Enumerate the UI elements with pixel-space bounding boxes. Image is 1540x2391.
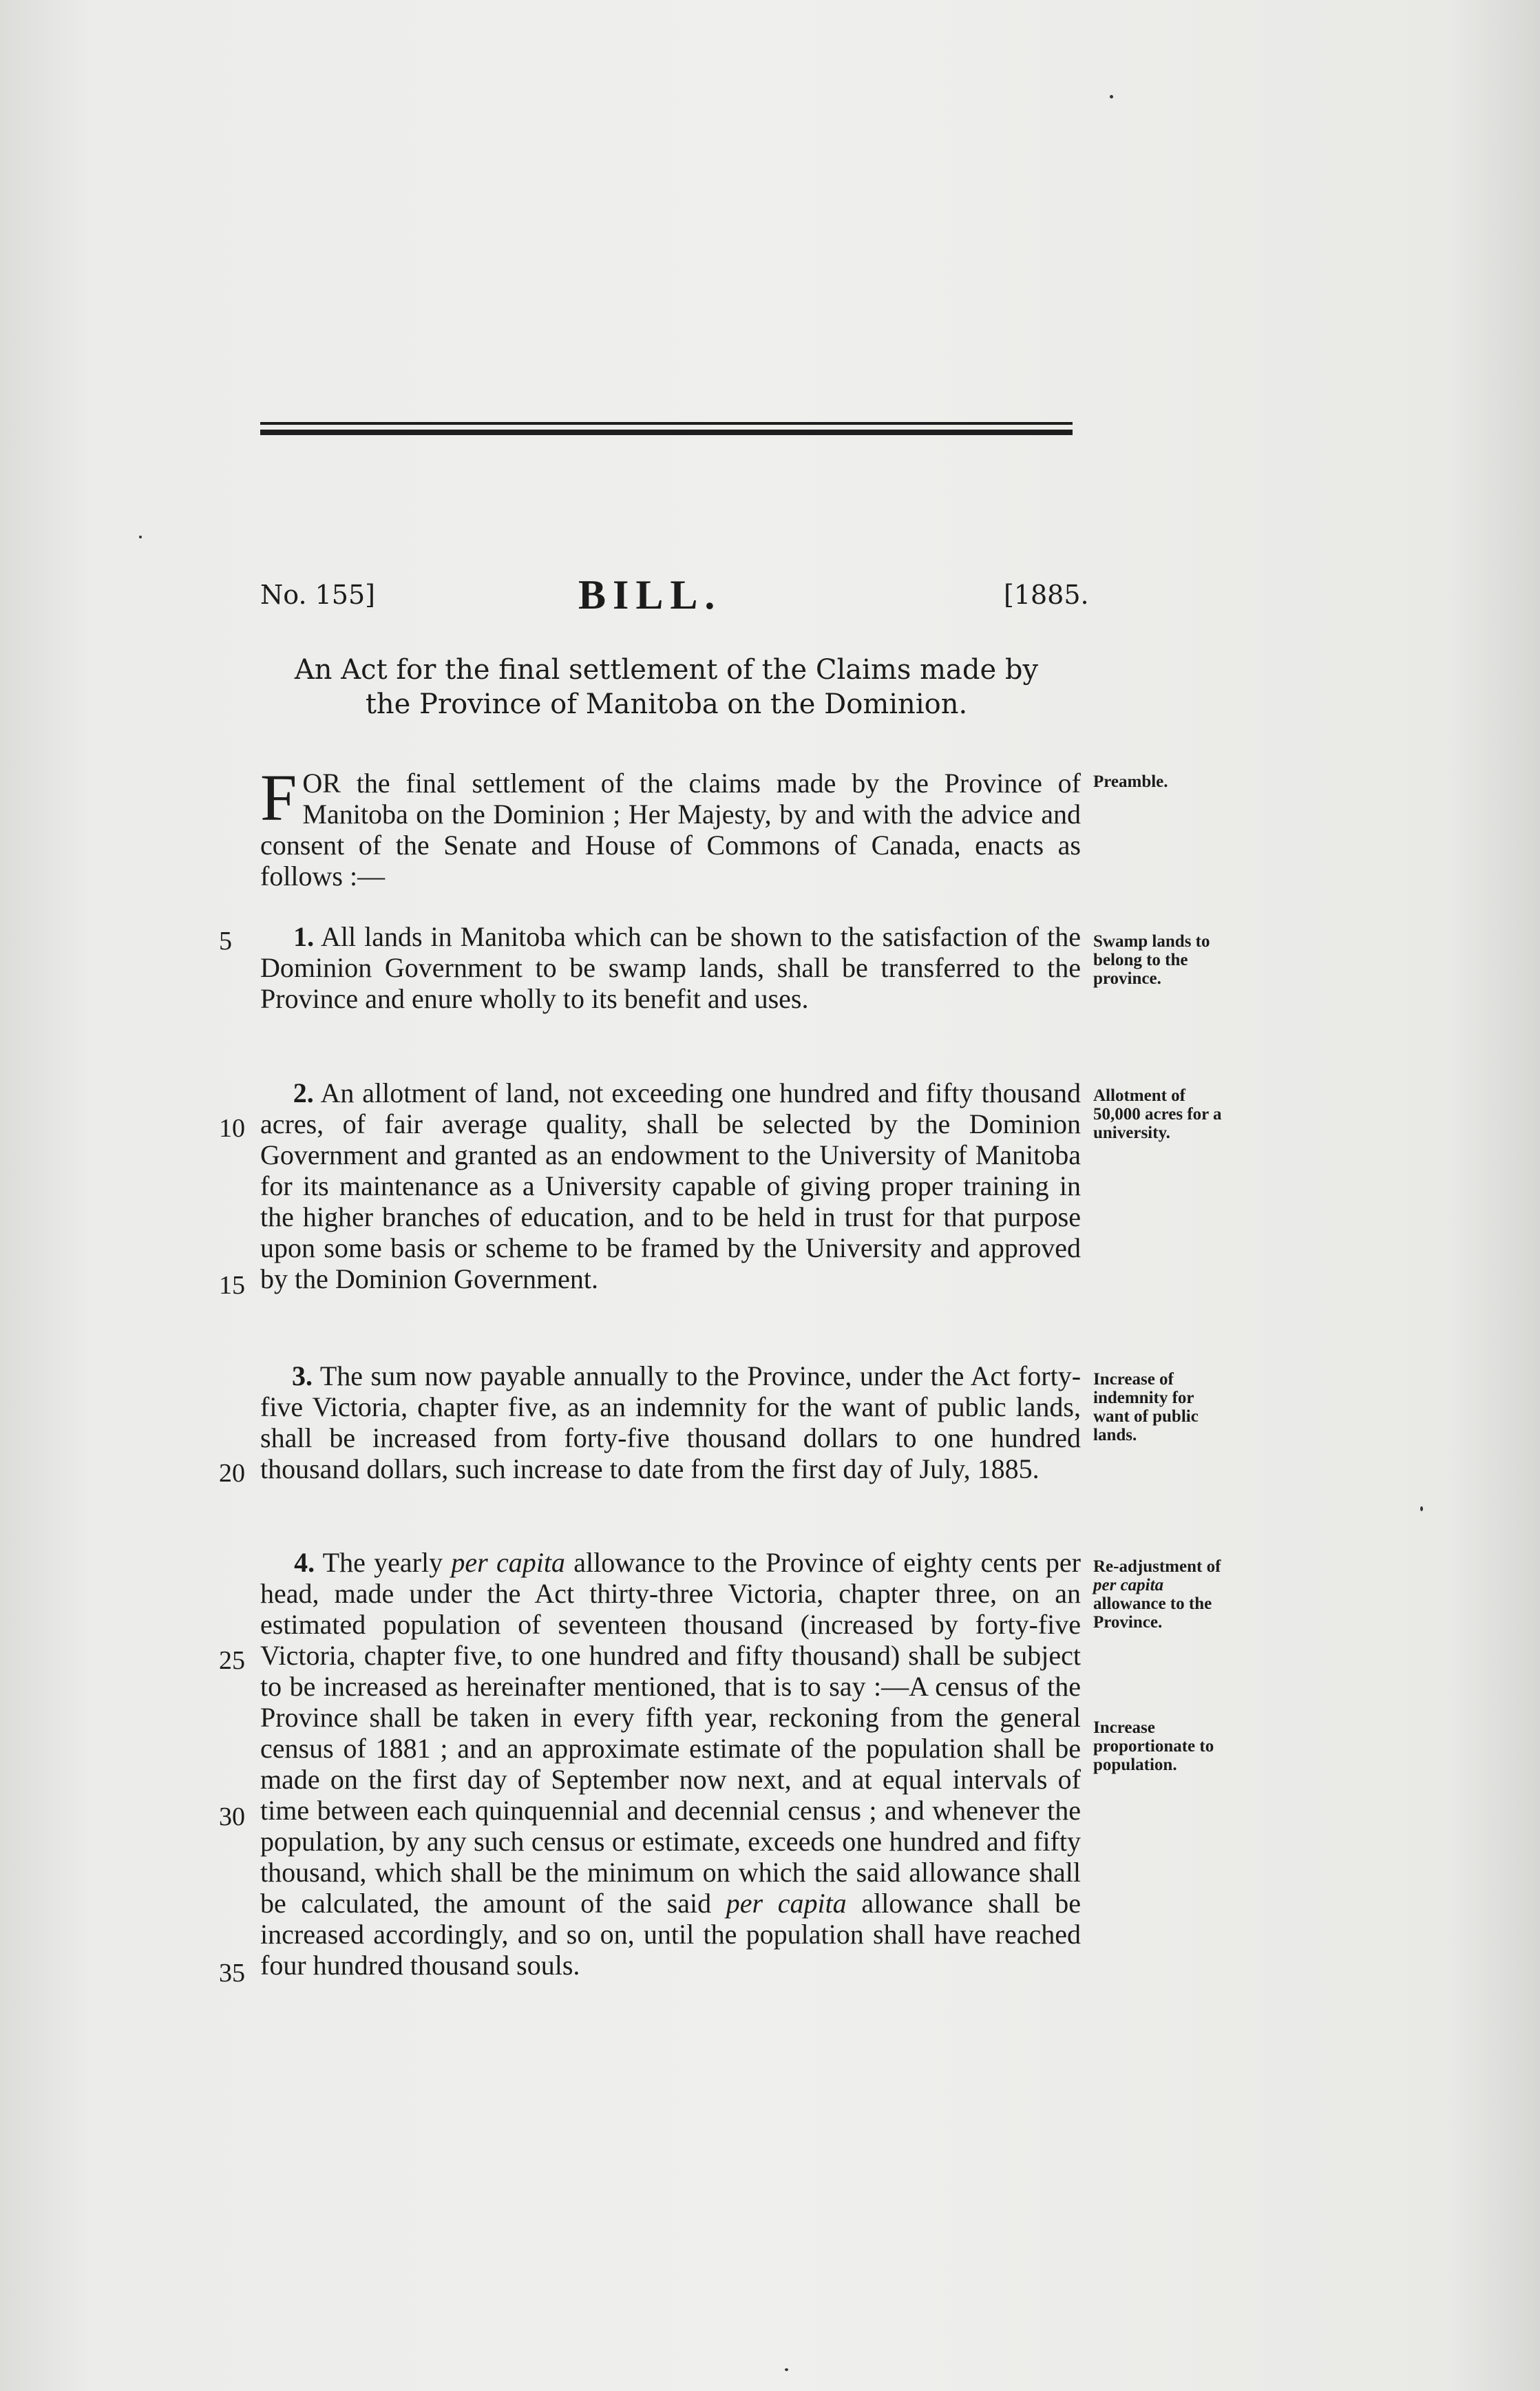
bill-year: [1885. (1004, 580, 1089, 610)
paper-speck (1420, 1506, 1423, 1511)
line-number: 5 (219, 927, 232, 956)
margin-note-readjustment (1093, 1557, 1231, 1632)
line-number: 30 (219, 1802, 245, 1831)
act-title (260, 653, 1073, 721)
line-number: 35 (219, 1959, 245, 1988)
act-title-line-1: An Act for the final settlement of the Claims made by (294, 654, 1039, 686)
preamble-text: OR the final settlement of the claims made by the Province of Manitoba on the Dominion ; Her Majesty, by and with the advice and consent of the Senate and House of Commons of Canada, enacts as follows :— (260, 768, 1081, 892)
line-number: 25 (219, 1646, 245, 1675)
section-text: allowance shall be increased accordingly, and so on, until the population shall have reached four hundred thousand souls. (260, 1888, 1082, 1981)
drop-cap: F (260, 761, 297, 834)
top-rule (260, 422, 1073, 425)
bill-heading: BILL. (578, 572, 722, 618)
margin-note-allotment: Allotment of 50,000 acres for a university. (1093, 1086, 1222, 1142)
margin-note-population: Increase proportionate to population. (1093, 1718, 1214, 1774)
line-number: 20 (219, 1459, 245, 1488)
section-number: 4. (294, 1547, 315, 1578)
margin-note-indemnity: Increase of indemnity for want of public lands. (1093, 1370, 1199, 1444)
section-text: An allotment of land, not exceeding one hundred and fifty thousand acres, of fair average quality, shall be selected by the Dominion Government and granted as an endowment to the University of Manitoba for its maintenance as a University capable of giving proper training in the higher branches of education, and to be held in trust for that purpose upon some basis or scheme to be framed by the University and approved by the Dominion Government. (260, 1077, 1082, 1294)
top-rule-thick (260, 430, 1073, 435)
section-number: 2. (293, 1077, 314, 1108)
bill-number: No. 155] (260, 580, 375, 610)
act-title-line-2: the Province of Manitoba on the Dominion. (365, 688, 968, 720)
section-text: All lands in Manitoba which can be shown to the satisfaction of the Dominion Government to be swamp lands, shall be transferred to the Province and enure wholly to its benefit and uses. (260, 921, 1082, 1014)
section-number: 1. (293, 921, 315, 952)
section-2 (260, 1077, 1081, 1294)
section-1 (260, 921, 1081, 1014)
paper-speck (1110, 95, 1113, 98)
section-text-italic: per capita (451, 1547, 565, 1578)
margin-note-italic: per capita (1093, 1576, 1164, 1594)
section-text: The yearly (322, 1547, 443, 1578)
preamble (260, 761, 1081, 892)
section-3 (260, 1360, 1081, 1484)
margin-note-swamp-lands: Swamp lands to belong to the province. (1093, 932, 1210, 988)
section-number: 3. (292, 1360, 313, 1391)
paper-speck (139, 536, 142, 538)
line-number: 15 (219, 1271, 245, 1300)
line-number: 10 (219, 1114, 245, 1143)
margin-note-text: Re-adjustment of (1093, 1557, 1221, 1576)
section-text: allowance to the Province of eighty cents per head, made under the Act thirty-three Victoria, chapter three, on an estimated population of seventeen thousand (increased by forty-five Victoria, chapter five, to one hundred and fifty thousand) shall be subject to be increased as hereinafter mentioned, that is to say :—A census of the Province shall be taken in every fifth year, reckoning from the general census of 1881 ; and an approximate estimate of the population shall be made on the first day of September now next, and at equal intervals of time between each quinquennial and decennial census ; and whenever the population, by any such census or estimate, exceeds one hundred and fifty thousand, which shall be the minimum on which the said allowance shall be calculated, the amount of the said (260, 1547, 1082, 1919)
margin-note-preamble: Preamble. (1093, 772, 1168, 791)
paper-speck (785, 2368, 788, 2371)
section-text-italic: per capita (726, 1888, 847, 1919)
margin-note-text: allowance to the Province. (1093, 1594, 1212, 1632)
section-text: The sum now payable annually to the Province, under the Act forty-five Victoria, chapter five, as an indemnity for the want of public lands, shall be increased from forty-five thousand dollars to one hundred thousand dollars, such increase to date from the first day of July, 1885. (260, 1360, 1082, 1484)
section-4 (260, 1547, 1081, 1981)
